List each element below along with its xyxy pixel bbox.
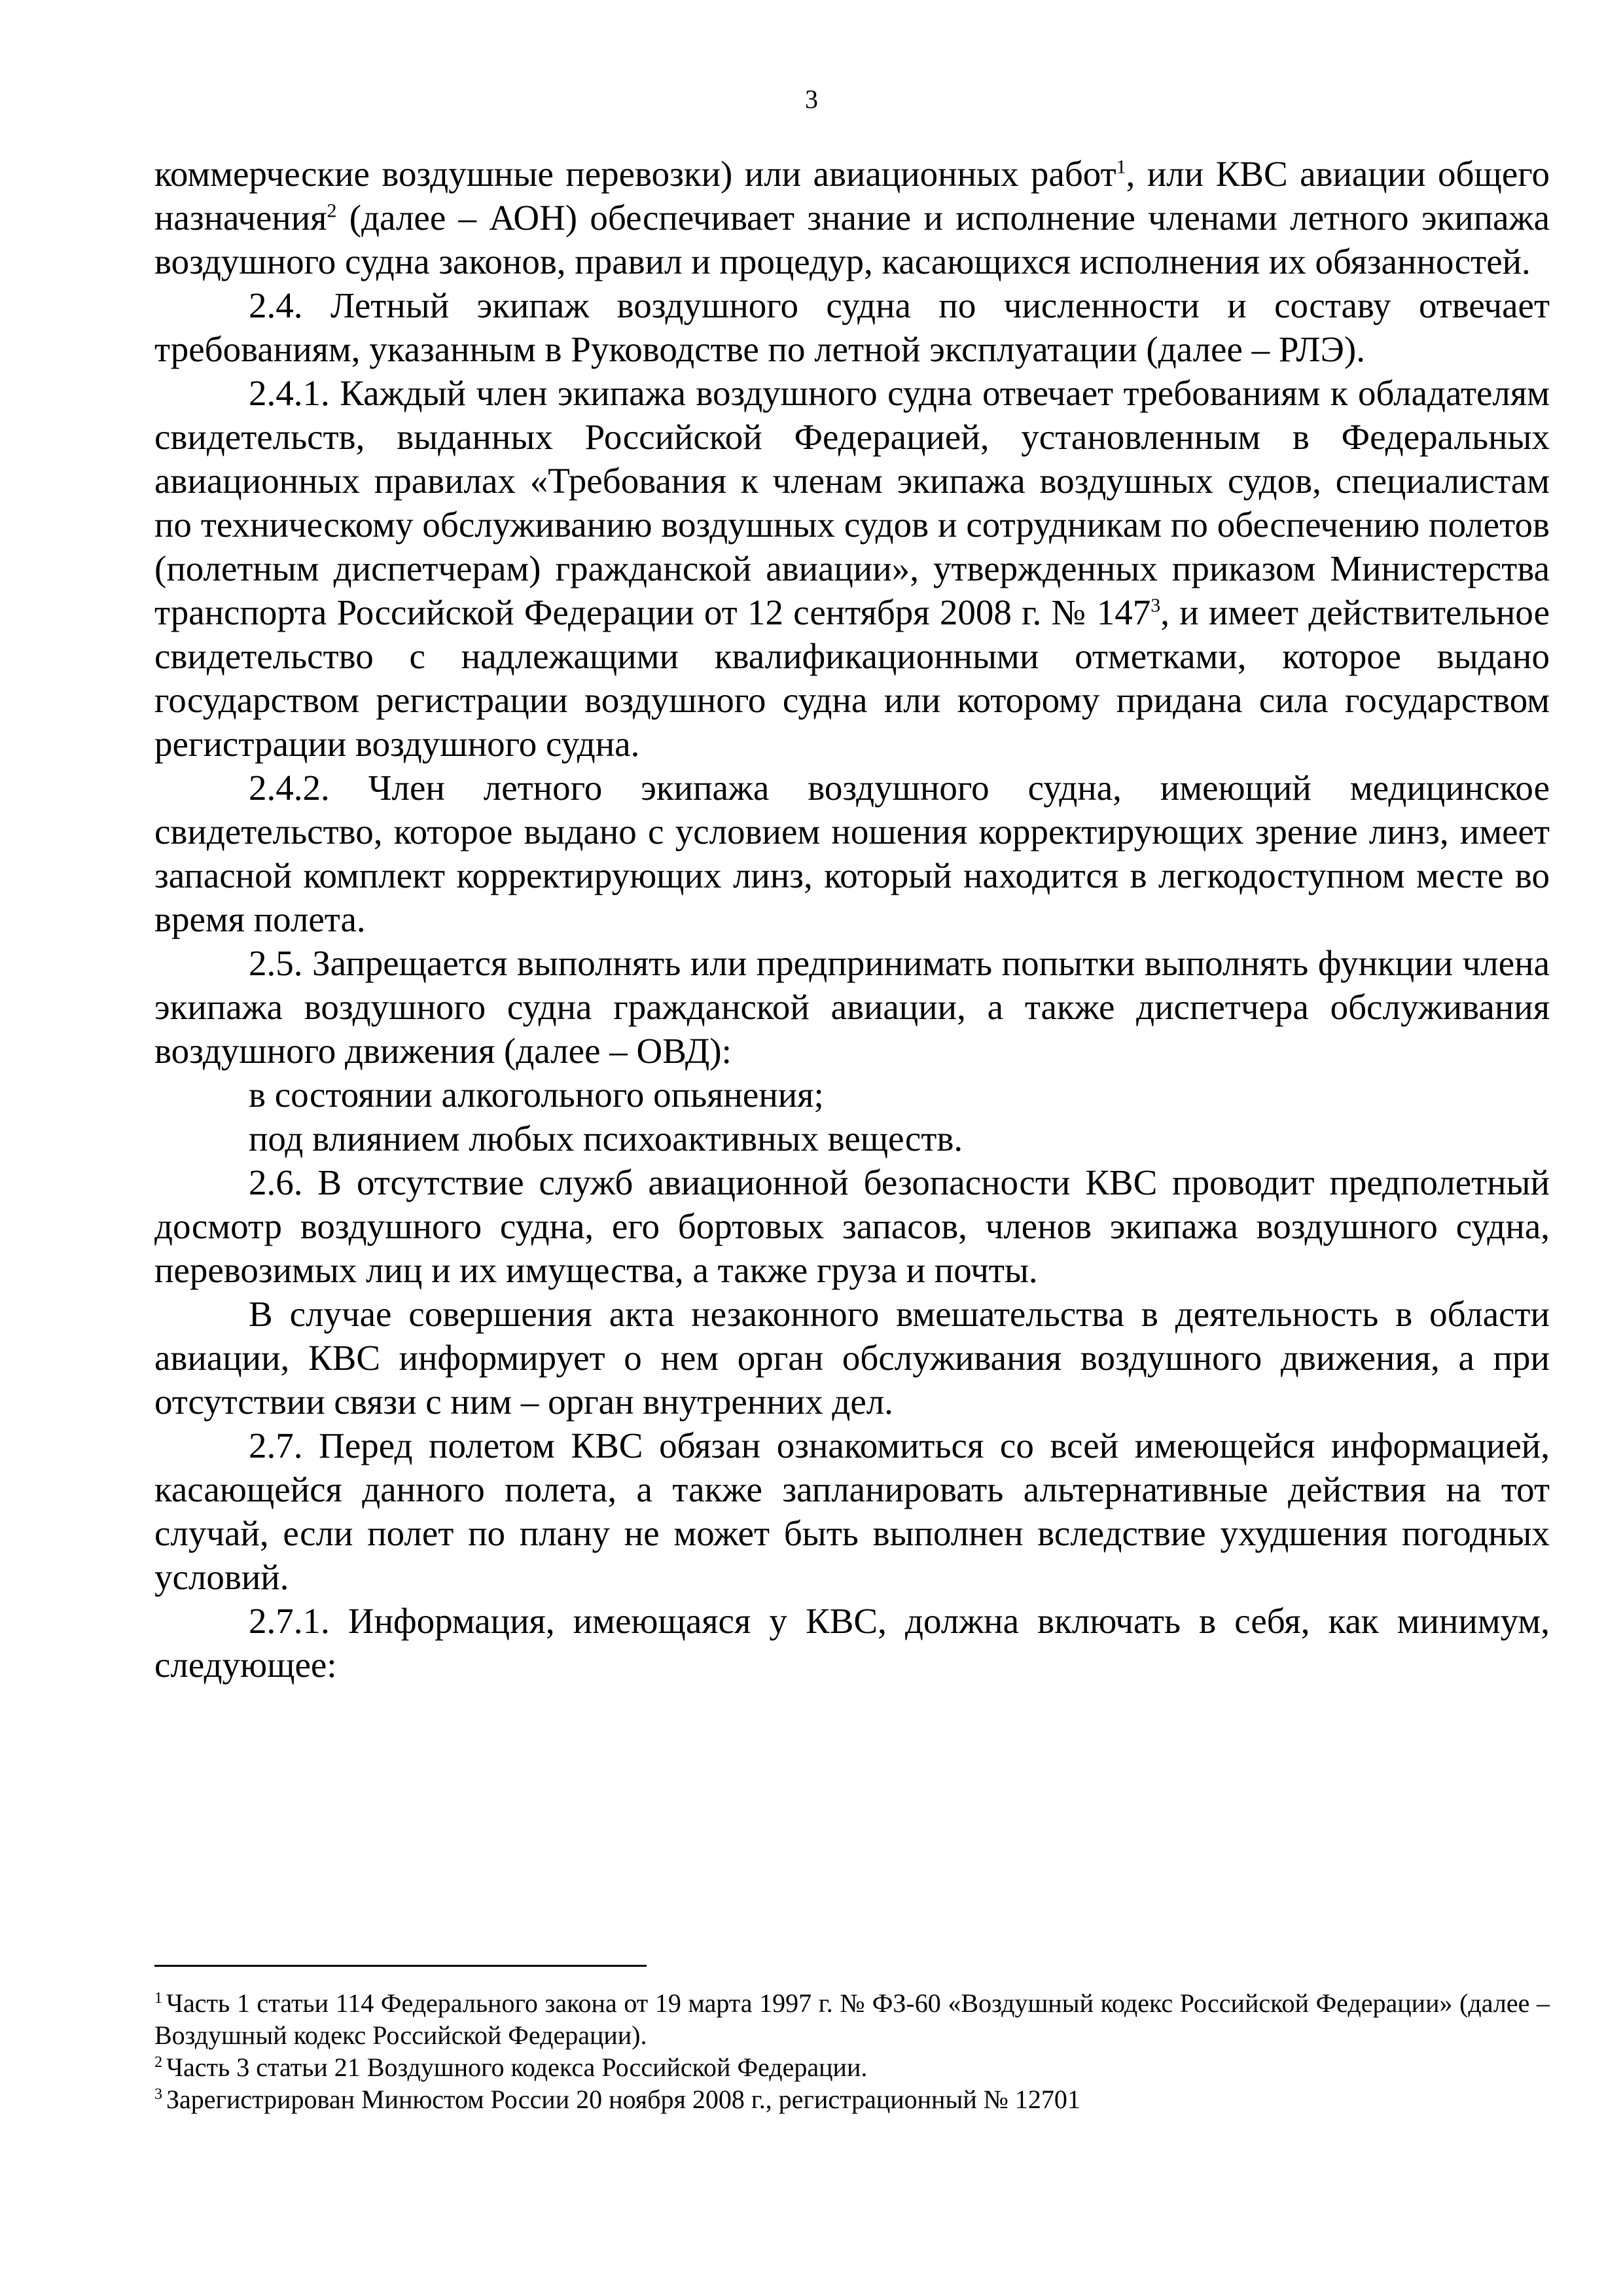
footnote-divider [154,1965,647,1967]
page-number: 3 [805,84,818,114]
paragraph-2-6-interference: В случае совершения акта незаконного вмешательства в деятельность в области авиации, КВС информирует о нем орган обслуживания воздушного движения, а при отсутствии связи с ним – орган внутренних дел. [154,1294,1550,1422]
footnote-ref-3: 3 [1150,594,1161,617]
paragraph-2-4-1: 2.4.1. Каждый член экипажа воздушного судна отвечает требованиям к обладателям свидетельств, выданных Российской Федерацией, установленным в Федеральных авиационных правилах «Требования к членам экипажа воздушных судов, специалистам по техническому обслуживанию воздушных судов и сотрудникам по обеспечению полетов (полетным диспетчерам) гражданской авиации», утвержденных приказом Министерства транспорта Российской Федерации от 12 сентября 2008 г. № $147^3$, и имеет действительное свидетельство с надлежащими квалификационными отметками, которое выдано государством регистрации воздушного судна или которому придана сила государством регистрации воздушного судна. [154,373,1550,764]
paragraph-2-4: 2.4. Летный экипаж воздушного судна по численности и составу отвечает требованиям, указанным в Руководстве по летной эксплуатации (далее – РЛЭ). [154,285,1550,369]
footnote-1: $^1$ Часть 1 статьи 114 Федерального закона от 19 марта 1997 г. № ФЗ-60 «Воздушный кодекс Российской Федерации» (далее – Воздушный кодекс Российской Федерации). [154,1988,1550,2050]
paragraph-continuation: коммерческие воздушные перевозки) или авиационных работ$^1$, или КВС авиации общего назначения$^2$ (далее – АОН) обеспечивает знание и исполнение членами летного экипажа воздушного судна законов, правил и процедур, касающихся исполнения их обязанностей. [154,154,1550,281]
footnote-mark-1: 1 [154,1989,162,2007]
footnote-3: $^3$ Зарегистрирован Минюстом России 20 ноября 2008 г., регистрационный № 12701 [154,2085,1080,2114]
footnote-mark-2: 2 [154,2053,162,2071]
document-body [154,152,1550,1687]
footnote-ref-2: 2 [327,200,337,222]
paragraph-2-4-2: 2.4.2. Член летного экипажа воздушного судна, имеющий медицинское свидетельство, которое выдано с условием ношения корректирующих зрение линз, имеет запасной комплект корректирующих линз, который находится в легкодоступном месте во время полета. [154,768,1550,939]
footnote-mark-3: 3 [154,2085,162,2103]
footnote-ref-1: 1 [1116,156,1126,178]
footnote-2: $^2$ Часть 3 статьи 21 Воздушного кодекса Российской Федерации. [154,2053,868,2082]
paragraph-2-5-item-substances: под влиянием любых психоактивных веществ. [249,1119,963,1158]
paragraph-2-5: 2.5. Запрещается выполнять или предпринимать попытки выполнять функции члена экипажа воздушного судна гражданской авиации, а также диспетчера обслуживания воздушного движения (далее – ОВД): [154,943,1550,1071]
paragraph-2-5-item-alcohol: в состоянии алкогольного опьянения; [249,1075,824,1115]
paragraph-2-6: 2.6. В отсутствие служб авиационной безопасности КВС проводит предполетный досмотр воздушного судна, его бортовых запасов, членов экипажа воздушного судна, перевозимых лиц и их имущества, а также груза и почты. [154,1162,1550,1290]
footnotes [154,1987,1550,2115]
paragraph-2-7: 2.7. Перед полетом КВС обязан ознакомиться со всей имеющейся информацией, касающейся данного полета, а также запланировать альтернативные действия на тот случай, если полет по плану не может быть выполнен вследствие ухудшения погодных условий. [154,1426,1550,1597]
paragraph-2-7-1: 2.7.1. Информация, имеющаяся у КВС, должна включать в себя, как минимум, следующее: [154,1601,1550,1685]
